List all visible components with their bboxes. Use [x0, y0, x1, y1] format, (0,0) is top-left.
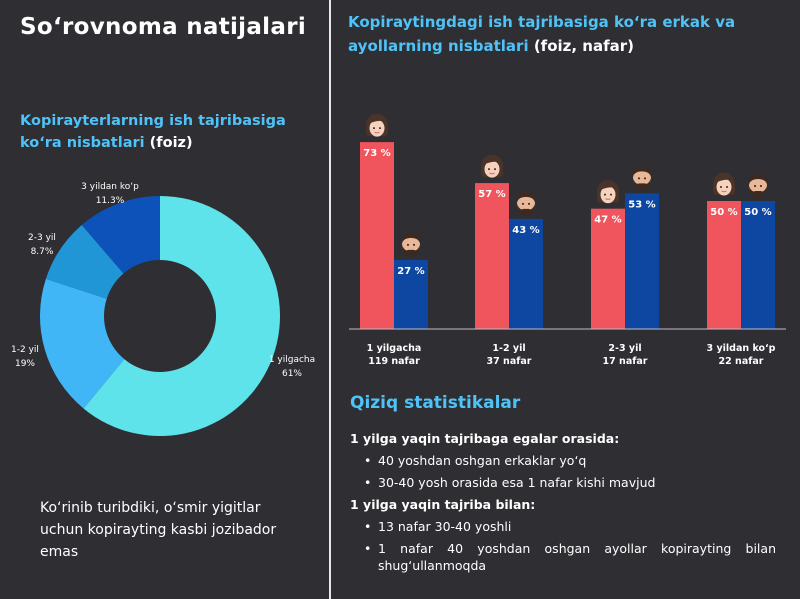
bar-value-label: 50 % [744, 207, 772, 218]
stats-list [350, 430, 780, 579]
conclusion-note: Ko‘rinib turibdiki, o‘smir yigitlar uchun kopirayting kasbi jozibador emas [40, 500, 277, 560]
bar-category-label: 1-2 yil [492, 343, 526, 354]
page-title: So‘rovnoma natijalari [20, 14, 307, 40]
donut-value-label: 61% [281, 369, 303, 379]
donut-title-unit: (foiz) [149, 135, 193, 151]
woman-emoji-icon [597, 180, 619, 203]
bar [741, 201, 775, 329]
woman-emoji-icon [481, 155, 503, 178]
donut-value-label: 19% [14, 359, 36, 369]
bar-category-count: 37 nafar [486, 356, 532, 367]
bar-title-unit: (foiz, nafar) [533, 37, 635, 55]
bar [707, 201, 741, 329]
bearded-man-emoji-icon [749, 174, 767, 198]
bearded-man-emoji-icon [633, 166, 651, 190]
stats-item: • 30-40 yosh orasida esa 1 nafar kishi mavjud [350, 474, 780, 491]
bar [625, 193, 659, 329]
stats-group-heading: 1 yilga yaqin tajribaga egalar orasida: [350, 431, 620, 446]
stats-item: • 40 yoshdan oshgan erkaklar yo‘q [350, 452, 780, 469]
bar-value-label: 50 % [710, 207, 738, 218]
bar-category-count: 17 nafar [602, 356, 648, 367]
donut-category-label: 1-2 yil [11, 345, 39, 355]
stats-group-heading: 1 yilga yaqin tajriba bilan: [350, 497, 536, 512]
bar [475, 183, 509, 329]
donut-value-label: 11.3% [95, 196, 125, 206]
donut-title-accent: Kopirayterlarning ish tajribasiga ko‘ra nisbatlari [20, 113, 286, 151]
bar-value-label: 73 % [363, 148, 391, 160]
bar-category-count: 22 nafar [718, 356, 764, 367]
bearded-man-emoji-icon [402, 233, 420, 257]
bar-title-accent: Kopiraytingdagi ish tajribasiga ko‘ra erkak va ayollarning nisbatlari [348, 13, 736, 55]
bar [360, 142, 394, 329]
stats-item: • 1 nafar 40 yoshdan oshgan ayollar kopirayting bilan shug‘ullanmoqda [350, 540, 780, 574]
bar-value-label: 47 % [594, 214, 622, 226]
bar-value-label: 43 % [512, 224, 540, 236]
donut-chart-title [20, 110, 320, 154]
donut-value-label: 8.7% [30, 247, 54, 257]
bar-value-label: 27 % [397, 265, 425, 277]
bar-category-label: 3 yildan ko‘p [706, 343, 776, 354]
stats-item: • 13 nafar 30-40 yoshli [350, 518, 780, 535]
bar-chart [331, 60, 800, 380]
donut-category-label: 2-3 yil [28, 233, 56, 243]
donut-category-label: 1 yilgacha [268, 355, 316, 365]
donut-category-label: 3 yildan ko‘p [81, 182, 139, 192]
woman-emoji-icon [713, 173, 735, 196]
bar-chart-title [348, 10, 778, 58]
woman-emoji-icon [366, 114, 388, 137]
bearded-man-emoji-icon [517, 192, 535, 216]
bar-category-count: 119 nafar [368, 356, 420, 367]
bar-category-label: 2-3 yil [608, 343, 642, 354]
bar [591, 209, 625, 329]
bar-value-label: 57 % [478, 189, 506, 201]
stats-title: Qiziq statistikalar [350, 393, 521, 413]
donut-chart [0, 182, 330, 450]
bar-category-label: 1 yilgacha [366, 343, 422, 354]
bar-value-label: 53 % [628, 199, 656, 211]
